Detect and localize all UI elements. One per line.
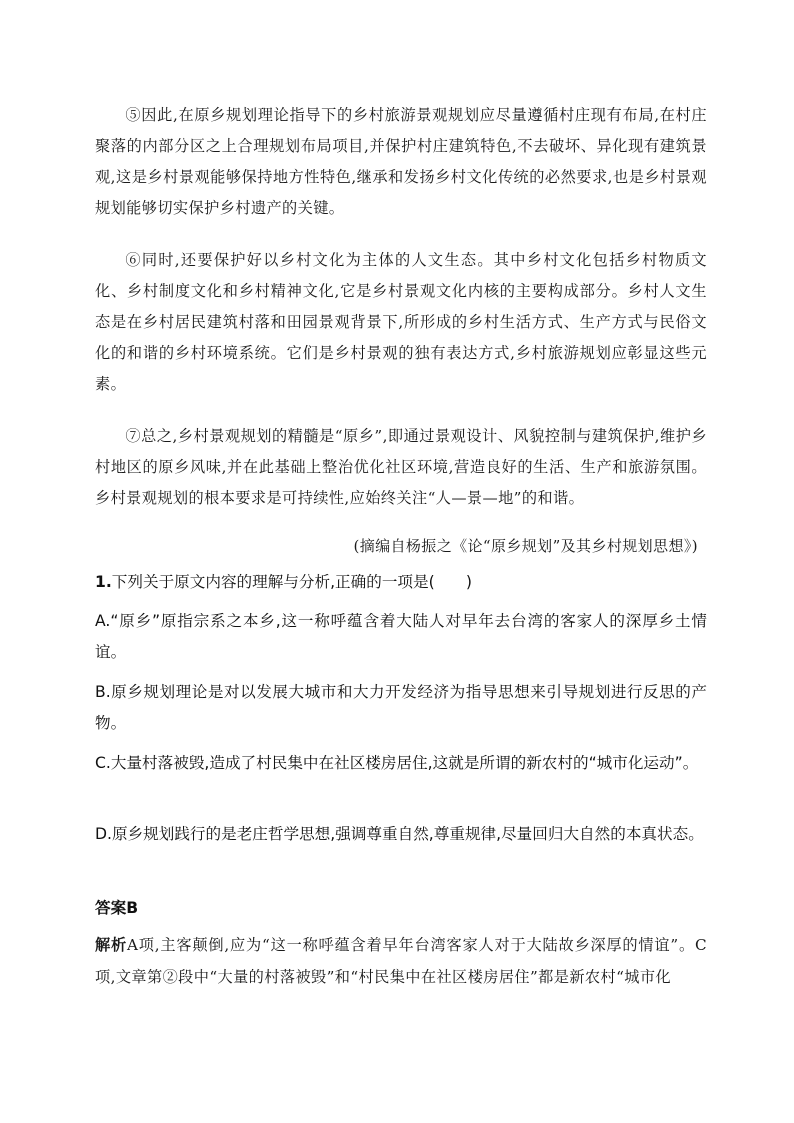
answer-value: B [126, 899, 139, 917]
option-b: B.原乡规划理论是对以发展大城市和大力开发经济为指导思想来引导规划进行反思的产物。 [95, 683, 707, 732]
analysis-text: A项,主客颠倒,应为“这一称呼蕴含着早年台湾客家人对于大陆故乡深厚的情谊”。C项,文章第②段中“大量的村落被毁”和“村民集中在社区楼房居住”都是新农村“城市化 [95, 936, 707, 986]
analysis-label: 解析 [95, 936, 127, 954]
paragraph-5: ⑤因此,在原乡规划理论指导下的乡村旅游景观规划应尽量遵循村庄现有布局,在村庄聚落的内部分区之上合理规划布局项目,并保护村庄建筑特色,不去破坏、异化现有建筑景观,这是乡村景观能够保持地方性特色,继承和发扬乡村文化传统的必然要求,也是乡村景观规划能够切实保护乡村遗产的关键。 [95, 106, 707, 217]
option-a: A.“原乡”原指宗系之本乡,这一称呼蕴含着大陆人对早年去台湾的客家人的深厚乡土情谊。 [95, 612, 707, 661]
option-d: D.原乡规划践行的是老庄哲学思想,强调尊重自然,尊重规律,尽量回归大自然的本真状态。 [95, 825, 704, 843]
source-citation: (摘编自杨振之《论“原乡规划”及其乡村规划思想》) [353, 537, 698, 555]
paragraph-6: ⑥同时,还要保护好以乡村文化为主体的人文生态。其中乡村文化包括乡村物质文化、乡村制度文化和乡村精神文化,它是乡村景观文化内核的主要构成部分。乡村人文生态是在乡村居民建筑村落和田园景观背景下,所形成的乡村生活方式、生产方式与民俗文化的和谐的乡村环境系统。它们是乡村景观的独有表达方式,乡村旅游规划应彰显这些元素。 [95, 251, 707, 393]
paragraph-7: ⑦总之,乡村景观规划的精髓是“原乡”,即通过景观设计、风貌控制与建筑保护,维护乡村地区的原乡风味,并在此基础上整治优化社区环境,营造良好的生活、生产和旅游氛围。乡村景观规划的根本要求是可持续性,应始终关注“人—景—地”的和谐。 [95, 427, 707, 507]
option-c: C.大量村落被毁,造成了村民集中在社区楼房居住,这就是所谓的新农村的“城市化运动”。 [95, 754, 699, 772]
question-number: 1. [95, 573, 112, 591]
answer-label: 答案 [95, 899, 127, 917]
answer-line [95, 893, 707, 924]
analysis-block [95, 929, 707, 993]
question-stem [95, 567, 707, 598]
question-text: 下列关于原文内容的理解与分析,正确的一项是( ) [111, 573, 472, 591]
